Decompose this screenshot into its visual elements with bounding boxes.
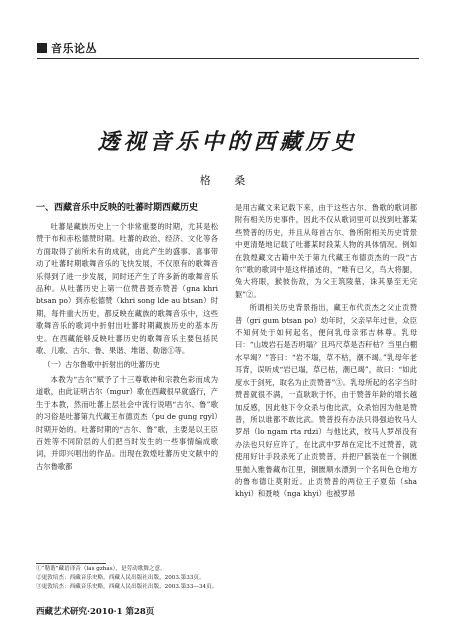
footnotes xyxy=(36,565,226,592)
body-paragraph: 所谓相关历史背景指出，藏王布代贡杰之父止贡赞普（gri gum btsan po）幼年时，父亲早年过世，众臣不知何处于如何起名，便问乳母亲邪吉林尊。乳母曰：“山坡岩石是否坍塌？且玛尺草是否秆枯？当里白棚水早竭？”答曰：“岩不塌，草不枯，潮不竭。”乳母年老耳背，误听成“岩已塌，草已枯，潮已竭”，故曰：“如此度水于剑死，取名为止贡赞普”③。乳母所起的名字当时赞普就很不满，一直耿耿于怀，由于赞普年龄的增长越加反感，因此他下令众杀与他比武，众杀怕因为他是赞普，所以谁都不敢比武。赞普投有办法只得强迫牧马人罗昂（lo ngam rta rdzi）与他比武，牧马人罗昂没有办法也只好应许了，在比武中罗昂在定比不过赞普，就使用好计手段杀死了止贡赞普，并把尸骸装在一个铜匮里抛入雅鲁藏布江里，铜匮顺水漂到一个名叫色仓地方的鲁布德让莫附近。止贡赞普的两位王子夏茹（sha khyi）和聂岐（nga khyi）也被罗昂 xyxy=(235,303,417,499)
footnote: ③更敦培杰：西藏音乐史略，西藏人民出版社出版，2003.第33—34页。 xyxy=(36,584,218,590)
left-column xyxy=(36,202,218,474)
footnote-rule xyxy=(36,563,106,564)
body-paragraph: 本教为“古尔”赋予了十三尊歌神和宗教色彩而成为道歌，由此证明古尔（mgur）歌在西藏很早就盛行，产生于本教，然而吐蕃上层社会中流行说唱“古尔、鲁”歌的习俗是吐蕃第九代藏王布德贡杰（pu de gung rgyl）时期开始的。吐蕃时期的“古尔、鲁”歌，主要是以王臣百姓等不同阶层的人们把当时发生的一些事情编成歌词，并即兴唱出的作品。出现在敦煌吐蕃历史文献中的古尔鲁歌都 xyxy=(36,374,218,471)
journal-footer: 西藏艺术研究·2010·1 第28页 xyxy=(36,607,155,617)
section-heading: 一、西藏音乐中反映的吐蕃时期西藏历史 xyxy=(36,203,199,213)
right-column xyxy=(235,202,417,502)
footnote: ②更敦培杰：西藏音乐史略，西藏人民出版社出版，2003.第33页。 xyxy=(36,575,205,581)
header-rule xyxy=(37,58,419,59)
body-paragraph: 吐蕃是藏族历史上一个非常重要的时期，尤其是松赞干布和赤松德赞时期。吐蕃的政治、经济、文化等各方面取得了前所未有的成就，由此产生的盛事、喜事带动了吐蕃时期歌舞音乐的飞快发展，不仅原有的歌舞音乐得到了进一步发展，同时还产生了许多新的歌舞音乐品种。从吐蕃历史上第一位赞普聂赤赞普（gna khri btsan po）到赤松德赞（khri song lde au btsan）时期，每件重大历史，都反映在藏族的歌舞音乐中，这些歌舞音乐的歌词中折射出吐蕃时期藏族历史的基本历史。在西藏能够反映吐蕃历史的歌舞音乐主要包括民歌、儿歌、古尔、鲁、果谐、堆谐、勒谐①等。 xyxy=(36,222,218,356)
section-label: 音乐论丛 xyxy=(51,42,97,55)
subsection-heading: （一）古尔鲁歌中折射出的吐蕃历史 xyxy=(43,360,161,370)
section-marker-square xyxy=(37,43,47,53)
article-author: 格 桑 xyxy=(199,174,256,187)
article-title: 透视音乐中的西藏历史 xyxy=(97,129,358,155)
footnote: ①“勒谐”藏语译音（las gzhas），是劳动歌舞之意。 xyxy=(36,566,166,572)
body-paragraph: 是用古藏文来记载下来，由于这些古尔、鲁歌的歌词都附有相关历史事件，因此不仅从歌词里可以找到吐蕃某些赞普的历史，并且从每首古尔、鲁所附相关历史背景中更清楚地记载了吐蕃某时段某人物的具体情况。例如在敦煌藏文古籍中关于第九代藏王布德贡杰的一段“古尔”歌的歌词中是这样描述的，“唯有已父，鸟大将腿，兔大将眼，猴彼伤敌，为父王筑陵墓，诛其暴至无完躯”②。 xyxy=(235,203,417,299)
